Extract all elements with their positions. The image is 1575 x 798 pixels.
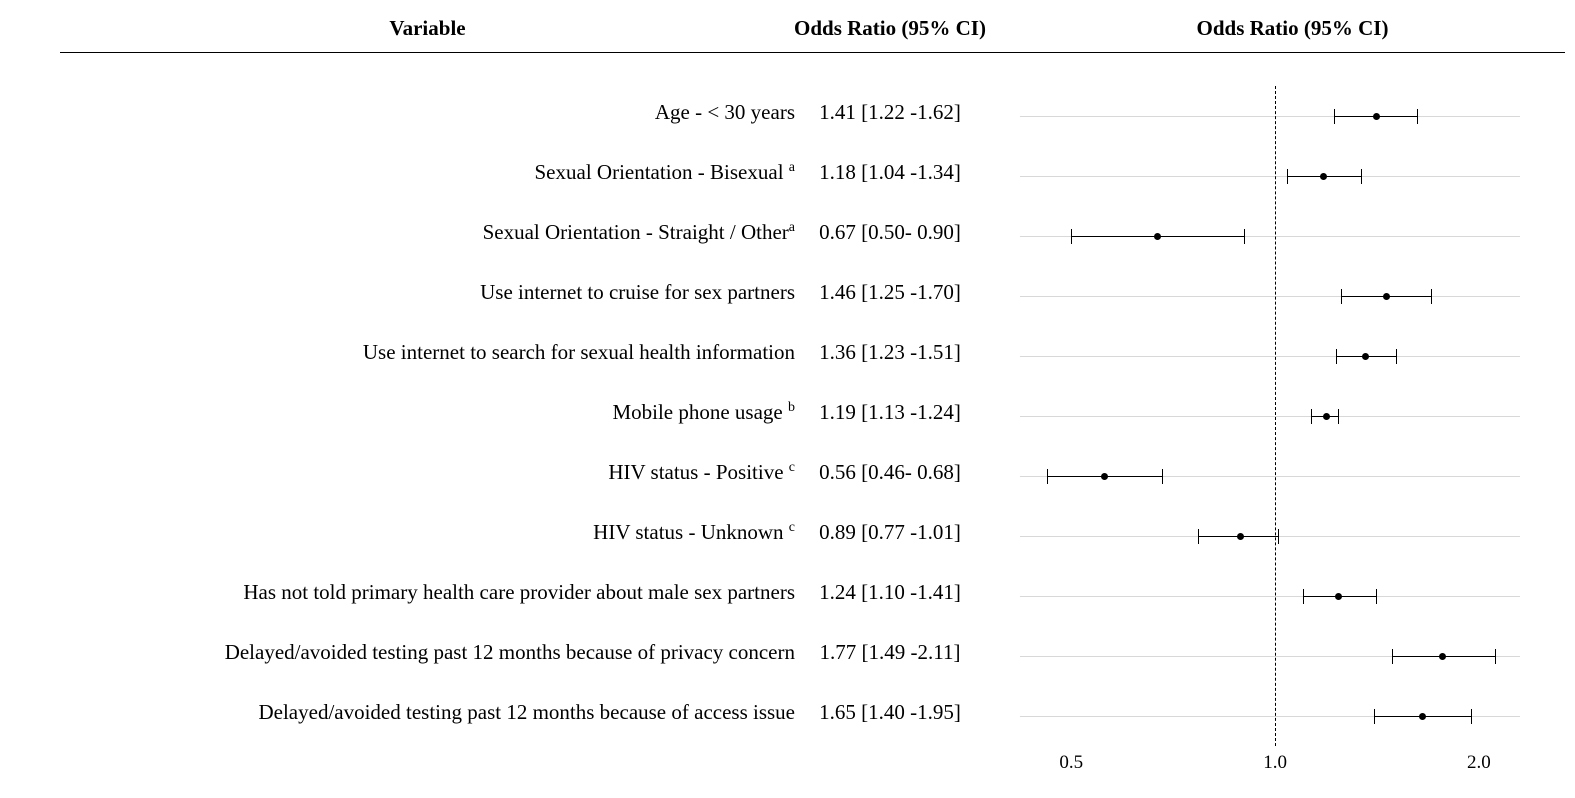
ci-lower-cap bbox=[1392, 649, 1393, 664]
row-variable-label: Mobile phone usage $^b$ bbox=[612, 400, 795, 424]
point-estimate-marker bbox=[1373, 113, 1380, 120]
row-variable-label: HIV status - Positive $^c$ bbox=[608, 460, 795, 484]
row-variable-label: Use internet to search for sexual health information bbox=[362, 340, 795, 364]
ci-lower-cap bbox=[1071, 229, 1072, 244]
ci-lower-cap bbox=[1336, 349, 1337, 364]
ci-upper-cap bbox=[1338, 409, 1339, 424]
forest-plot-area bbox=[1020, 86, 1520, 746]
x-axis-tick-label: 0.5 bbox=[1059, 752, 1084, 773]
row-variable-label: HIV status - Unknown $^c$ bbox=[593, 520, 795, 544]
footnote-marker: a bbox=[788, 220, 795, 235]
ci-upper-cap bbox=[1417, 109, 1418, 124]
ci-lower-cap bbox=[1341, 289, 1342, 304]
plot-gridline bbox=[1020, 416, 1520, 417]
ci-upper-cap bbox=[1376, 589, 1377, 604]
footnote-marker: b bbox=[788, 400, 795, 415]
ci-upper-cap bbox=[1431, 289, 1432, 304]
ci-lower-cap bbox=[1374, 709, 1375, 724]
point-estimate-marker bbox=[1419, 713, 1426, 720]
row-estimate-text: 0.56 [0.46- 0.68] bbox=[819, 460, 961, 484]
footnote-marker: c bbox=[788, 460, 795, 475]
point-estimate-marker bbox=[1335, 593, 1342, 600]
row-estimate-text: 1.77 [1.49 -2.11] bbox=[819, 640, 961, 664]
footnote-marker: c bbox=[788, 520, 795, 535]
plot-gridline bbox=[1020, 176, 1520, 177]
ci-upper-cap bbox=[1361, 169, 1362, 184]
header-divider bbox=[60, 52, 1565, 53]
ci-lower-cap bbox=[1303, 589, 1304, 604]
row-variable-label: Delayed/avoided testing past 12 months because of access issue bbox=[258, 700, 795, 724]
point-estimate-marker bbox=[1323, 413, 1330, 420]
x-axis bbox=[1020, 746, 1520, 792]
ci-lower-cap bbox=[1047, 469, 1048, 484]
row-variable-label: Sexual Orientation - Bisexual $^a$ bbox=[534, 160, 795, 184]
row-variable-label: Age - < 30 years bbox=[654, 100, 795, 124]
ci-upper-cap bbox=[1162, 469, 1163, 484]
x-axis-tick-label: 1.0 bbox=[1263, 752, 1287, 773]
ci-lower-cap bbox=[1334, 109, 1335, 124]
plot-gridline bbox=[1020, 596, 1520, 597]
point-estimate-marker bbox=[1383, 293, 1390, 300]
table-header bbox=[0, 14, 1575, 54]
ci-upper-cap bbox=[1396, 349, 1397, 364]
ci-lower-cap bbox=[1198, 529, 1199, 544]
row-estimate-text: 1.36 [1.23 -1.51] bbox=[819, 340, 961, 364]
row-estimate-text: 1.19 [1.13 -1.24] bbox=[819, 400, 961, 424]
ci-upper-cap bbox=[1278, 529, 1279, 544]
row-variable-label: Has not told primary health care provider about male sex partners bbox=[243, 580, 795, 604]
plot-gridline bbox=[1020, 356, 1520, 357]
plot-gridline bbox=[1020, 116, 1520, 117]
ci-lower-cap bbox=[1287, 169, 1288, 184]
point-estimate-marker bbox=[1320, 173, 1327, 180]
x-axis-tick-label: 2.0 bbox=[1467, 752, 1491, 773]
row-variable-label: Sexual Orientation - Straight / Other$^a$ bbox=[482, 220, 795, 244]
footnote-marker: a bbox=[788, 160, 795, 175]
row-variable-label: Delayed/avoided testing past 12 months because of privacy concern bbox=[224, 640, 795, 664]
row-estimate-text: 1.24 [1.10 -1.41] bbox=[819, 580, 961, 604]
row-estimate-text: 1.18 [1.04 -1.34] bbox=[819, 160, 961, 184]
point-estimate-marker bbox=[1439, 653, 1446, 660]
row-estimate-text: 1.41 [1.22 -1.62] bbox=[819, 100, 961, 124]
column-header-odds-ratio-text: Odds Ratio (95% CI) bbox=[794, 16, 986, 40]
point-estimate-marker bbox=[1362, 353, 1369, 360]
row-variable-label: Use internet to cruise for sex partners bbox=[480, 280, 795, 304]
column-header-variable: Variable bbox=[389, 16, 466, 40]
column-header-odds-ratio-plot: Odds Ratio (95% CI) bbox=[1196, 16, 1389, 40]
point-estimate-marker bbox=[1101, 473, 1108, 480]
point-estimate-marker bbox=[1154, 233, 1161, 240]
null-reference-line bbox=[1275, 86, 1276, 746]
plot-gridline bbox=[1020, 296, 1520, 297]
point-estimate-marker bbox=[1237, 533, 1244, 540]
row-estimate-text: 1.65 [1.40 -1.95] bbox=[819, 700, 961, 724]
ci-upper-cap bbox=[1471, 709, 1472, 724]
ci-lower-cap bbox=[1311, 409, 1312, 424]
row-estimate-text: 0.89 [0.77 -1.01] bbox=[819, 520, 961, 544]
row-estimate-text: 0.67 [0.50- 0.90] bbox=[819, 220, 961, 244]
ci-upper-cap bbox=[1244, 229, 1245, 244]
ci-upper-cap bbox=[1495, 649, 1496, 664]
row-estimate-text: 1.46 [1.25 -1.70] bbox=[819, 280, 961, 304]
